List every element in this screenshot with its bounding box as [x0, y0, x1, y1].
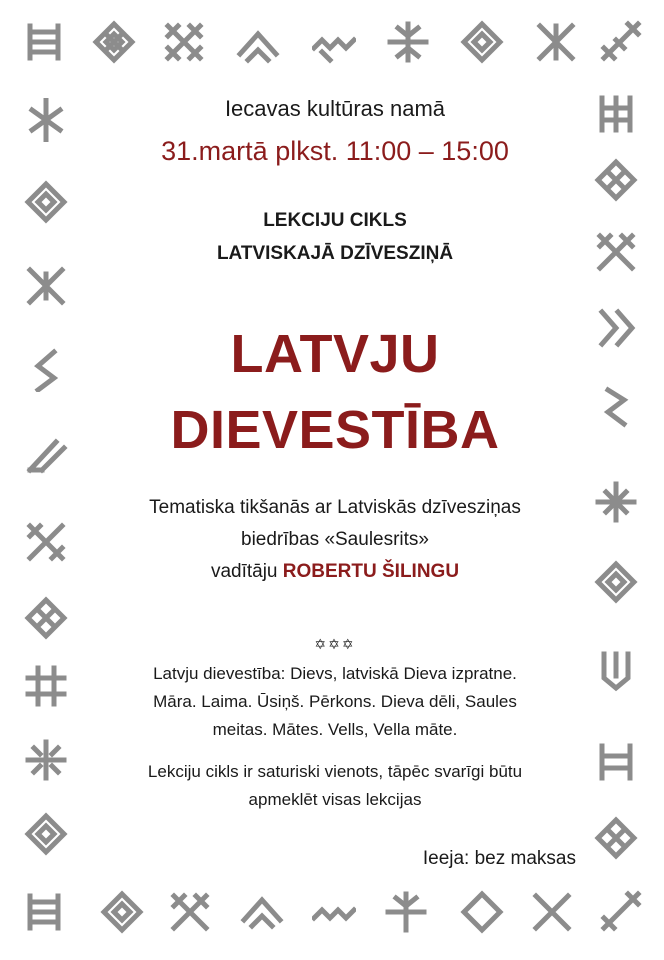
entry-fee-text: Ieeja: bez maksas	[422, 848, 576, 869]
event-datetime: 31.martā plkst. 11:00 – 15:00	[161, 136, 509, 166]
event-title	[82, 316, 588, 468]
meeting-line-1: Tematiska tikšanās ar Latviskās dzīvesziņas	[149, 497, 521, 518]
x-cross-icon	[594, 230, 638, 274]
jumis-icon	[24, 664, 68, 708]
laima-cross-icon	[24, 738, 68, 782]
zalktis-icon	[600, 890, 644, 934]
mara-cross-icon	[24, 596, 68, 640]
x-cross-icon	[24, 520, 68, 564]
laima-cross-icon	[386, 20, 430, 64]
topics-line-3: meitas. Mātes. Vells, Vella māte.	[212, 720, 458, 739]
zalktis-icon	[600, 20, 644, 64]
mara-cross-icon	[594, 158, 638, 202]
mara-cross-icon	[594, 560, 638, 604]
usins-icon	[24, 434, 68, 478]
series-line-2: LATVISKAJĀ DZĪVESZIŅĀ	[216, 243, 454, 264]
note-line-1: Lekciju cikls ir saturiski vienots, tāpēc svarīgi būtu	[147, 762, 523, 781]
meeting-prefix: vadītāju	[210, 561, 278, 582]
meeting-line-3	[82, 556, 588, 588]
usins-icon	[236, 22, 280, 66]
note-line-2: apmeklēt visas lekcijas	[248, 790, 422, 809]
x-cross-icon	[24, 264, 68, 308]
x-cross-icon	[168, 890, 212, 934]
meeting-description	[82, 492, 588, 588]
x-cross-icon	[530, 890, 574, 934]
mara-cross-icon	[460, 890, 504, 934]
zalktis-icon	[24, 98, 68, 142]
star-separator-icon: ✡✡✡	[314, 636, 356, 652]
laima-cross-icon	[594, 480, 638, 524]
x-cross-icon	[162, 20, 206, 64]
title-line-2: DIEVESTĪBA	[170, 400, 500, 460]
zalktis-icon	[24, 348, 68, 392]
meeting-line-2: biedrības «Saulesrits»	[241, 529, 429, 550]
mara-cross-icon	[460, 20, 504, 64]
topics-text	[82, 660, 588, 744]
lecture-series-heading	[82, 204, 588, 270]
zalktis-icon	[312, 892, 356, 936]
jumis-icon	[594, 740, 638, 784]
leader-name: ROBERTU ŠILINGU	[282, 561, 460, 582]
jumis-icon	[22, 890, 66, 934]
series-note	[82, 758, 588, 814]
x-cross-icon	[534, 20, 578, 64]
jumis-icon	[594, 92, 638, 136]
zalktis-icon	[594, 386, 638, 430]
laima-cross-icon	[384, 890, 428, 934]
mara-cross-icon	[24, 180, 68, 224]
usins-icon	[594, 648, 638, 692]
topics-line-1: Latvju dievestība: Dievs, latviskā Dieva izpratne.	[153, 664, 517, 683]
mara-cross-icon	[24, 812, 68, 856]
usins-icon	[240, 888, 284, 932]
mara-cross-icon	[594, 816, 638, 860]
series-line-1: LEKCIJU CIKLS	[263, 210, 407, 231]
zalktis-icon	[594, 306, 638, 350]
venue-text: Iecavas kultūras namā	[224, 96, 446, 121]
mara-cross-icon	[100, 890, 144, 934]
title-line-1: LATVJU	[230, 324, 440, 384]
jumis-icon	[22, 20, 66, 64]
mara-cross-icon	[92, 20, 136, 64]
zalktis-icon	[312, 22, 356, 66]
topics-line-2: Māra. Laima. Ūsiņš. Pērkons. Dieva dēli, Saules	[153, 692, 517, 711]
